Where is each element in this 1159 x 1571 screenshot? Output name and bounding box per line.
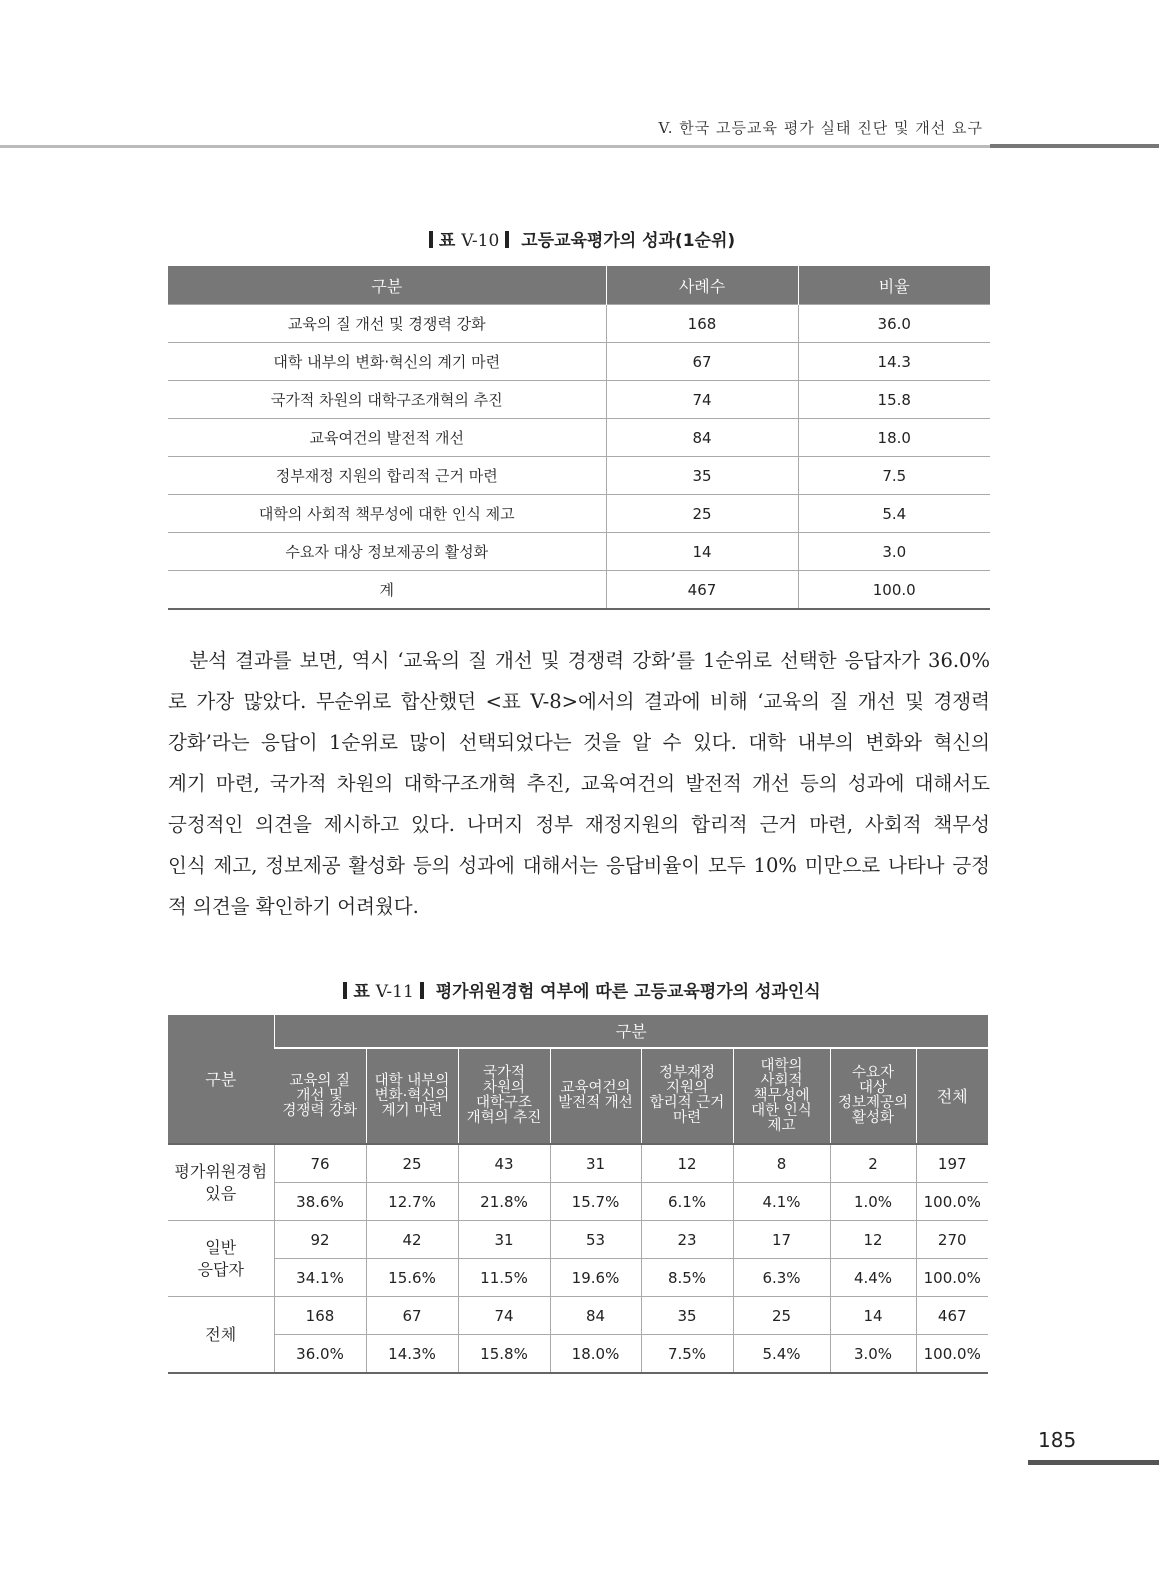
table-row xyxy=(168,1335,988,1374)
col-header: 국가적 차원의 대학구조 개혁의 추진 xyxy=(458,1048,550,1144)
count-cell: 43 xyxy=(458,1144,550,1183)
col-header: 수요자 대상 정보제공의 활성화 xyxy=(830,1048,916,1144)
group-label: 평가위원경험 있음 xyxy=(168,1144,274,1221)
count-cell: 25 xyxy=(733,1297,830,1335)
paragraph-line: 로 가장 많았다. 무순위로 합산했던 <표 V-8>에서의 결과에 비해 ‘교육의 질 개선 및 경쟁력 xyxy=(168,690,990,713)
percent-cell: 12.7% xyxy=(366,1183,458,1221)
percent-cell: 14.3% xyxy=(366,1335,458,1374)
table-row xyxy=(168,1221,988,1259)
count-cell: 31 xyxy=(550,1144,641,1183)
count-cell: 25 xyxy=(366,1144,458,1183)
ratio-cell: 14.3 xyxy=(798,343,990,381)
count-cell: 12 xyxy=(641,1144,733,1183)
percent-cell: 38.6% xyxy=(274,1183,366,1221)
table1-caption: 표 V-10 고등교육평가의 성과(1순위) xyxy=(168,226,990,251)
col-header: 대학의 사회적 책무성에 대한 인식 제고 xyxy=(733,1048,830,1144)
page-number: 185 xyxy=(1038,1428,1077,1452)
percent-cell: 15.7% xyxy=(550,1183,641,1221)
percent-cell: 7.5% xyxy=(641,1335,733,1374)
count-cell: 84 xyxy=(550,1297,641,1335)
percent-cell: 5.4% xyxy=(733,1335,830,1374)
table-row xyxy=(168,381,990,419)
percent-cell: 6.1% xyxy=(641,1183,733,1221)
table-row xyxy=(168,1144,988,1183)
paragraph-line: 강화’라는 응답이 1순위로 많이 선택되었다는 것을 알 수 있다. 대학 내부의 변화와 혁신의 xyxy=(168,731,990,754)
table-row xyxy=(168,533,990,571)
row-header: 구분 xyxy=(168,1015,274,1144)
count-cell: 2 xyxy=(830,1144,916,1183)
table-row xyxy=(168,495,990,533)
row-label: 정부재정 지원의 합리적 근거 마련 xyxy=(168,457,606,495)
row-label: 수요자 대상 정보제공의 활성화 xyxy=(168,533,606,571)
table-row xyxy=(168,305,990,343)
count-cell: 67 xyxy=(606,343,798,381)
count-cell: 74 xyxy=(606,381,798,419)
ratio-cell: 5.4 xyxy=(798,495,990,533)
percent-cell: 18.0% xyxy=(550,1335,641,1374)
col-header: 사례수 xyxy=(606,266,798,305)
percent-cell: 4.4% xyxy=(830,1259,916,1297)
ratio-cell: 36.0 xyxy=(798,305,990,343)
table-row xyxy=(168,419,990,457)
count-cell: 12 xyxy=(830,1221,916,1259)
paragraph-line: 분석 결과를 보면, 역시 ‘교육의 질 개선 및 경쟁력 강화’를 1순위로 선택한 응답자가 36.0% xyxy=(168,649,990,672)
count-cell: 14 xyxy=(606,533,798,571)
count-cell: 74 xyxy=(458,1297,550,1335)
row-label: 교육의 질 개선 및 경쟁력 강화 xyxy=(168,305,606,343)
count-cell: 23 xyxy=(641,1221,733,1259)
count-cell: 35 xyxy=(606,457,798,495)
table-row xyxy=(168,1183,988,1221)
count-cell: 67 xyxy=(366,1297,458,1335)
paragraph-line: 인식 제고, 정보제공 활성화 등의 성과에 대해서는 응답비율이 모두 10% 미만으로 나타나 긍정 xyxy=(168,854,990,877)
row-label: 교육여건의 발전적 개선 xyxy=(168,419,606,457)
count-cell: 53 xyxy=(550,1221,641,1259)
percent-cell: 21.8% xyxy=(458,1183,550,1221)
table-row xyxy=(168,1259,988,1297)
col-header: 정부재정 지원의 합리적 근거 마련 xyxy=(641,1048,733,1144)
count-cell: 467 xyxy=(606,571,798,610)
percent-cell: 4.1% xyxy=(733,1183,830,1221)
body-paragraph xyxy=(168,640,990,927)
count-cell: 168 xyxy=(274,1297,366,1335)
percent-cell: 36.0% xyxy=(274,1335,366,1374)
percent-cell: 34.1% xyxy=(274,1259,366,1297)
percent-cell: 3.0% xyxy=(830,1335,916,1374)
ratio-cell: 7.5 xyxy=(798,457,990,495)
count-cell: 467 xyxy=(916,1297,988,1335)
ratio-cell: 15.8 xyxy=(798,381,990,419)
count-cell: 197 xyxy=(916,1144,988,1183)
count-cell: 8 xyxy=(733,1144,830,1183)
count-cell: 270 xyxy=(916,1221,988,1259)
ratio-cell: 100.0 xyxy=(798,571,990,610)
table-row xyxy=(168,571,990,610)
percent-cell: 15.6% xyxy=(366,1259,458,1297)
col-header: 교육의 질 개선 및 경쟁력 강화 xyxy=(274,1048,366,1144)
row-label: 대학 내부의 변화·혁신의 계기 마련 xyxy=(168,343,606,381)
table-row xyxy=(168,1297,988,1335)
percent-cell: 100.0% xyxy=(916,1335,988,1374)
running-header: V. 한국 고등교육 평가 실태 진단 및 개선 요구 xyxy=(658,119,983,137)
table-row xyxy=(168,457,990,495)
table-row xyxy=(168,343,990,381)
percent-cell: 15.8% xyxy=(458,1335,550,1374)
col-header: 전체 xyxy=(916,1048,988,1144)
count-cell: 35 xyxy=(641,1297,733,1335)
count-cell: 14 xyxy=(830,1297,916,1335)
ratio-cell: 18.0 xyxy=(798,419,990,457)
percent-cell: 11.5% xyxy=(458,1259,550,1297)
percent-cell: 6.3% xyxy=(733,1259,830,1297)
count-cell: 25 xyxy=(606,495,798,533)
count-cell: 84 xyxy=(606,419,798,457)
count-cell: 168 xyxy=(606,305,798,343)
table2 xyxy=(168,1015,988,1374)
percent-cell: 100.0% xyxy=(916,1183,988,1221)
percent-cell: 8.5% xyxy=(641,1259,733,1297)
header-rule xyxy=(0,145,990,148)
col-header: 구분 xyxy=(168,266,606,305)
col-header: 교육여건의 발전적 개선 xyxy=(550,1048,641,1144)
table1 xyxy=(168,266,990,610)
header-rule-accent xyxy=(990,144,1159,148)
percent-cell: 1.0% xyxy=(830,1183,916,1221)
paragraph-line: 적 의견을 확인하기 어려웠다. xyxy=(168,895,419,918)
row-label: 계 xyxy=(168,571,606,610)
ratio-cell: 3.0 xyxy=(798,533,990,571)
count-cell: 76 xyxy=(274,1144,366,1183)
row-label: 국가적 차원의 대학구조개혁의 추진 xyxy=(168,381,606,419)
row-label: 대학의 사회적 책무성에 대한 인식 제고 xyxy=(168,495,606,533)
col-header: 비율 xyxy=(798,266,990,305)
percent-cell: 19.6% xyxy=(550,1259,641,1297)
col-header: 대학 내부의 변화·혁신의 계기 마련 xyxy=(366,1048,458,1144)
group-label: 전체 xyxy=(168,1297,274,1374)
count-cell: 92 xyxy=(274,1221,366,1259)
count-cell: 31 xyxy=(458,1221,550,1259)
paragraph-line: 계기 마련, 국가적 차원의 대학구조개혁 추진, 교육여건의 발전적 개선 등의 성과에 대해서도 xyxy=(168,772,990,795)
table2-caption: 표 V-11 평가위원경험 여부에 따른 고등교육평가의 성과인식 xyxy=(168,977,990,1002)
count-cell: 17 xyxy=(733,1221,830,1259)
count-cell: 42 xyxy=(366,1221,458,1259)
group-label: 일반 응답자 xyxy=(168,1221,274,1297)
percent-cell: 100.0% xyxy=(916,1259,988,1297)
group-header: 구분 xyxy=(274,1015,988,1048)
paragraph-line: 긍정적인 의견을 제시하고 있다. 나머지 정부 재정지원의 합리적 근거 마련, 사회적 책무성 xyxy=(168,813,990,836)
footer-bar xyxy=(1028,1460,1159,1465)
